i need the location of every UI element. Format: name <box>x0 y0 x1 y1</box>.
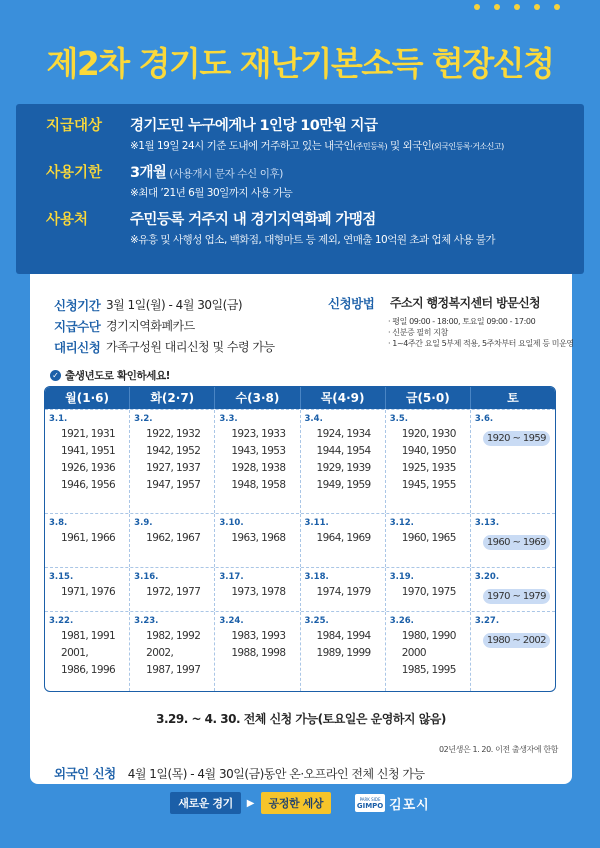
calendar-day-cell <box>301 612 386 691</box>
calendar-date: 3.23. <box>134 616 159 626</box>
calendar-day-cell <box>301 410 386 513</box>
birth-year-group: 1922, 1932 <box>146 428 201 440</box>
calendar-header <box>45 387 555 409</box>
place-label: 사용처 <box>46 212 89 228</box>
birth-year-group: 1980, 1990 <box>401 630 456 642</box>
apply-period-label: 신청기간 <box>54 297 101 313</box>
birth-year-group: 1987, 1997 <box>146 664 201 676</box>
calendar-week <box>45 611 555 691</box>
birth-year-group: 1949, 1959 <box>316 479 371 491</box>
calendar-date: 3.9. <box>134 518 153 528</box>
arrow-icon: ▶ <box>246 797 255 809</box>
birth-year-group: 1928, 1938 <box>231 462 286 474</box>
calendar-header-day: 금(5·0) <box>386 387 471 409</box>
target-value: 경기도민 누구에게나 1인당 10만원 지급 <box>130 118 378 134</box>
calendar-day-cell <box>471 410 555 513</box>
place-note: ※유흥 및 사행성 업소, 백화점, 대형마트 등 제외, 연매출 10억원 초과 업체 사용 불가 <box>130 234 495 246</box>
calendar-date: 3.22. <box>49 616 74 626</box>
birth-year-group: 1980 ~ 2002 <box>483 633 550 648</box>
calendar-date: 3.16. <box>134 572 159 582</box>
birth-year-group: 1983, 1993 <box>231 630 286 642</box>
foreign-value: 4월 1일(목) - 4월 30일(금)동안 온·오프라인 전체 신청 가능 <box>127 766 425 781</box>
calendar-date: 3.1. <box>49 414 68 424</box>
birth-year-group: 1974, 1979 <box>316 586 371 598</box>
apply-means-label: 지급수단 <box>54 318 101 334</box>
period-value: 3개월 (사용개시 문자 수신 이후) <box>130 165 283 181</box>
calendar-day-cell <box>45 568 130 611</box>
foreign-apply <box>54 764 425 782</box>
birth-year-group: 1963, 1968 <box>231 532 286 544</box>
birth-year-group: 1940, 1950 <box>401 445 456 457</box>
apply-proxy-value: 가족구성원 대리신청 및 수령 가능 <box>106 340 275 354</box>
birth-year-group: 1920, 1930 <box>401 428 456 440</box>
calendar-date: 3.17. <box>219 572 244 582</box>
birth-year-group: 1921, 1931 <box>61 428 116 440</box>
birth-year-group: 1964, 1969 <box>316 532 371 544</box>
slogan-fair-world: 공정한 세상 <box>261 792 332 814</box>
calendar-date: 3.12. <box>389 518 414 528</box>
calendar-header-day: 수(3·8) <box>215 387 300 409</box>
foreign-label: 외국인 신청 <box>54 766 116 781</box>
calendar-date: 3.3. <box>219 414 238 424</box>
calendar-day-cell <box>130 514 215 567</box>
info-panel <box>16 104 584 274</box>
calendar-date: 3.10. <box>219 518 244 528</box>
calendar-day-cell <box>45 612 130 691</box>
calendar-date: 3.4. <box>304 414 323 424</box>
birth-year-group: 1984, 1994 <box>316 630 371 642</box>
birth-year-group: 1972, 1977 <box>146 586 201 598</box>
calendar-day-cell <box>301 568 386 611</box>
check-icon: ✓ <box>50 370 61 381</box>
city-name: 김포시 <box>389 797 430 813</box>
calendar-day-cell <box>386 514 471 567</box>
calendar-week <box>45 567 555 611</box>
calendar-day-cell <box>471 612 555 691</box>
birth-year-group: 1960, 1965 <box>401 532 456 544</box>
birth-year-group: 1960 ~ 1969 <box>483 535 550 550</box>
calendar-day-cell <box>130 612 215 691</box>
birth-year-group: 1925, 1935 <box>401 462 456 474</box>
calendar-date: 3.27. <box>474 616 500 626</box>
birth-year-group: 1945, 1955 <box>401 479 456 491</box>
schedule-card <box>30 274 572 784</box>
calendar-day-cell <box>215 568 300 611</box>
birth-year-group: 1946, 1956 <box>61 479 116 491</box>
birth-year-group: 1982, 1992 <box>146 630 201 642</box>
birth-year-group: 1988, 1998 <box>231 647 286 659</box>
period-label: 사용기한 <box>46 165 103 181</box>
calendar-date: 3.11. <box>304 518 329 528</box>
birth-year-calendar <box>44 386 556 692</box>
birth-year-group: 1986, 1996 <box>61 664 116 676</box>
birth-year-group: 1926, 1936 <box>61 462 116 474</box>
birth-year-group: 1961, 1966 <box>61 532 116 544</box>
calendar-day-cell <box>215 410 300 513</box>
apply-period-value: 3월 1일(월) - 4월 30일(금) <box>106 298 243 312</box>
calendar-header-day: 토 <box>507 391 519 405</box>
method-note-3: · 1~4주간 요일 5부제 적용, 5주차부터 요일제 등 미운영 <box>388 339 574 348</box>
birth-year-group: 2000 <box>401 647 427 659</box>
gimpo-logo-icon: PARK SIDE GIMPO <box>355 794 385 812</box>
birth-year-group: 1923, 1933 <box>231 428 286 440</box>
calendar-date: 3.26. <box>389 616 414 626</box>
calendar-date: 3.19. <box>389 572 414 582</box>
calendar-day-cell <box>45 514 130 567</box>
calendar-day-cell <box>130 410 215 513</box>
birth-year-group: 1973, 1978 <box>231 586 286 598</box>
footnote: 02년생은 1. 20. 이전 출생자에 한함 <box>438 745 558 754</box>
method-label: 신청방법 <box>328 296 375 311</box>
birth-year-group: 1985, 1995 <box>401 664 456 676</box>
calendar-day-cell <box>386 612 471 691</box>
birth-year-group: 1971, 1976 <box>61 586 116 598</box>
slogan-new-gyeonggi: 새로운 경기 <box>170 792 241 814</box>
calendar-day-cell <box>130 568 215 611</box>
birth-year-group: 2002, <box>146 647 174 659</box>
birth-year-group: 1943, 1953 <box>231 445 286 457</box>
method-value: 주소지 행정복지센터 방문신청 <box>390 296 541 310</box>
birth-year-group: 1970, 1975 <box>401 586 456 598</box>
apply-proxy-label: 대리신청 <box>54 339 101 355</box>
calendar-date: 3.18. <box>304 572 329 582</box>
calendar-date: 3.25. <box>304 616 329 626</box>
birth-year-group: 1989, 1999 <box>316 647 371 659</box>
calendar-header-day: 화(2·7) <box>130 387 215 409</box>
calendar-week <box>45 513 555 567</box>
apply-means-value: 경기지역화폐카드 <box>106 319 195 333</box>
birth-year-group: 1942, 1952 <box>146 445 201 457</box>
apply-method <box>328 294 574 349</box>
footer <box>0 792 600 814</box>
page-title: 제2차 경기도 재난기본소득 현장신청 <box>46 44 554 83</box>
calendar-header-day: 월(1·6) <box>45 387 130 409</box>
city-brand <box>355 794 430 813</box>
apply-info <box>54 294 275 357</box>
calendar-day-cell <box>471 514 555 567</box>
calendar-header-day: 목(4·9) <box>301 387 386 409</box>
calendar-date: 3.24. <box>219 616 244 626</box>
calendar-day-cell <box>301 514 386 567</box>
birth-year-group: 1947, 1957 <box>146 479 201 491</box>
birth-year-group: 1941, 1951 <box>61 445 116 457</box>
birth-year-group: 1962, 1967 <box>146 532 201 544</box>
calendar-day-cell <box>471 568 555 611</box>
calendar-day-cell <box>386 410 471 513</box>
calendar-date: 3.5. <box>389 414 408 424</box>
target-label: 지급대상 <box>46 118 103 134</box>
calendar-date: 3.2. <box>134 414 153 424</box>
calendar-week <box>45 409 555 513</box>
period-note: ※최대 ’21년 6월 30일까지 사용 가능 <box>130 187 293 199</box>
birth-year-group: 1927, 1937 <box>146 462 201 474</box>
calendar-day-cell <box>386 568 471 611</box>
calendar-date: 3.13. <box>474 518 500 528</box>
birth-year-group: 1920 ~ 1959 <box>483 431 550 446</box>
birth-year-group: 1924, 1934 <box>316 428 371 440</box>
birth-year-group: 1970 ~ 1979 <box>483 589 550 604</box>
method-note-1: · 평일 09:00 - 18:00, 토요일 09:00 - 17:00 <box>388 317 536 326</box>
birth-year-group: 2001, <box>61 647 89 659</box>
birth-year-group: 1981, 1991 <box>61 630 116 642</box>
decorative-dots <box>474 4 560 10</box>
calendar-date: 3.6. <box>474 414 494 424</box>
calendar-date: 3.8. <box>49 518 68 528</box>
birth-year-group: 1948, 1958 <box>231 479 286 491</box>
birth-year-group: 1929, 1939 <box>316 462 371 474</box>
method-note-2: · 신분증 필히 지참 <box>388 328 448 337</box>
all-apply-notice: 3.29. ~ 4. 30. 전체 신청 가능(토요일은 운영하지 않음) <box>156 712 446 726</box>
calendar-day-cell <box>215 514 300 567</box>
birth-year-group: 1944, 1954 <box>316 445 371 457</box>
calendar-date: 3.20. <box>474 572 500 582</box>
target-note: ※1월 19일 24시 기준 도내에 거주하고 있는 내국인(주민등록) 및 외국인(외국인등록·거소신고) <box>130 140 504 152</box>
calendar-day-cell <box>45 410 130 513</box>
calendar-date: 3.15. <box>49 572 74 582</box>
place-value: 주민등록 거주지 내 경기지역화폐 가맹점 <box>130 212 376 228</box>
calendar-day-cell <box>215 612 300 691</box>
check-label: 출생년도로 확인하세요! <box>65 370 171 382</box>
check-hint <box>50 368 170 383</box>
